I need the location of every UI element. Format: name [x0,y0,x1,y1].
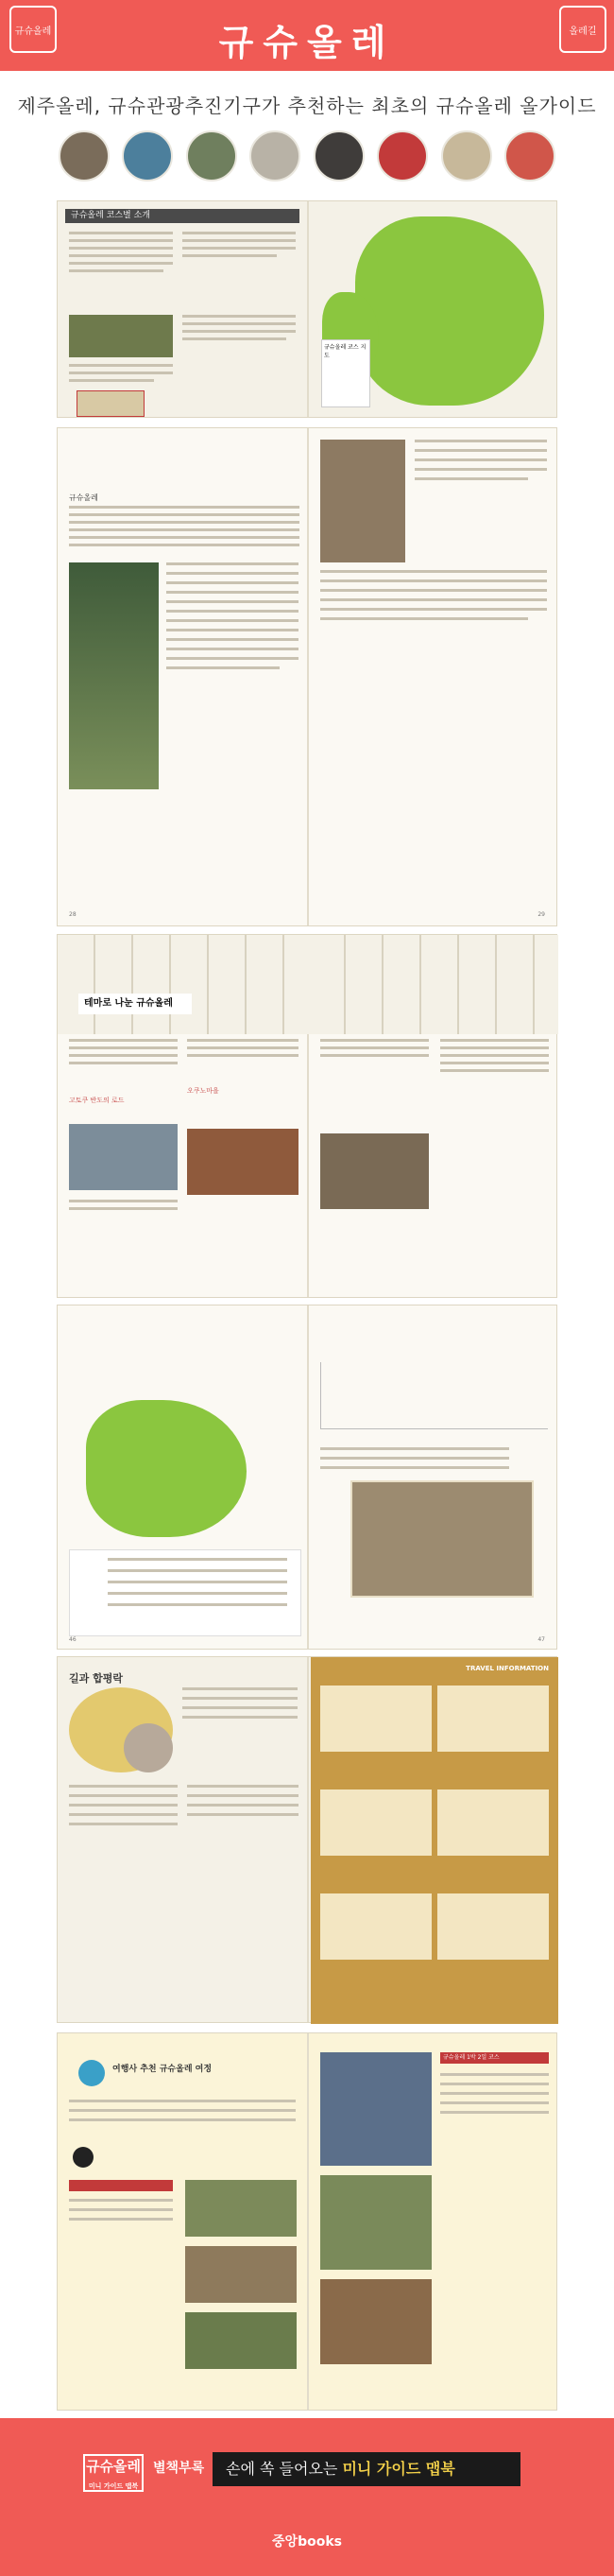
itinerary-title: 여행사 추천 규슈올레 여정 [112,2065,213,2074]
text-line [187,1039,298,1042]
thumbnail-2 [122,130,173,182]
day-label: 규슈올레 1박 2일 코스 [440,2052,549,2064]
text-line [320,617,528,620]
text-line [320,1447,509,1450]
text-line [187,1804,298,1807]
text-line [320,1039,429,1042]
text-line [187,1813,298,1816]
text-line [69,521,299,524]
brand-logo [83,2454,144,2492]
house-photo [187,1129,298,1195]
text-line [182,1706,298,1709]
brand-line1: 규슈올레 [86,2458,141,2475]
text-line [69,528,299,531]
sign-illustration [77,390,145,417]
text-line [69,1823,178,1825]
text-line [69,269,163,272]
appendix-label: 별책부록 [153,2461,205,2476]
itinerary-photo [320,2279,432,2364]
text-line [69,2199,173,2202]
text-line [440,1039,549,1042]
text-line [69,2109,296,2112]
subtitle: 제주올레, 규슈관광추진기구가 추천하는 최초의 규슈올레 올가이드 [17,95,597,117]
text-line [108,1558,287,1561]
spread-6 [57,2032,557,2411]
elevation-chart [320,1362,548,1429]
course-map [86,1400,247,1537]
mini-guide-banner [213,2452,520,2486]
theme-banner: 테마로 나눈 규슈올레 [78,994,192,1014]
text-line [69,513,299,516]
page-number: 47 [537,1636,545,1643]
thumbnail-6 [377,130,428,182]
text-line [69,1200,178,1202]
spread-5 [57,1656,557,2023]
text-line [69,1207,178,1210]
text-line [187,1054,298,1057]
text-line [69,2208,173,2211]
text-line [440,1062,549,1064]
text-line [166,657,298,660]
food-title: 길과 합평락 [69,1672,123,1685]
forest-photo [69,562,159,789]
itinerary-photo [320,2052,432,2166]
itinerary-photo [320,2175,432,2270]
text-line [108,1581,287,1583]
course-info-table [69,1549,301,1636]
text-line [187,1785,298,1788]
page-number: 28 [69,911,77,918]
text-line [69,1039,178,1042]
text-line [69,372,173,374]
text-line [166,600,298,603]
text-line [182,337,286,340]
text-line [166,638,298,641]
text-line [166,619,298,622]
text-line [69,2118,296,2121]
text-line [166,572,298,575]
course-photo [69,315,173,357]
page-title: 규슈올레 [218,22,396,63]
text-line [69,1054,178,1057]
page-number: 29 [537,911,545,918]
text-line [69,536,299,539]
thumbnail-7 [441,130,492,182]
theme-header [58,935,308,1034]
stamp-right: 올레길 [559,6,606,53]
text-line [69,506,299,509]
text-line [440,2092,549,2095]
spread-3 [57,934,557,1298]
text-line [440,1054,549,1057]
thumbnail-row [59,130,555,182]
day-label [69,2180,173,2191]
text-line [69,1046,178,1049]
text-line [415,477,528,480]
text-line [69,232,173,234]
page-fold [307,2033,309,2410]
text-line [440,1069,549,1072]
text-line [166,648,298,650]
text-line [166,610,298,613]
info-card [320,1893,432,1960]
thumbnail-1 [59,130,110,182]
text-line [69,1813,178,1816]
info-card [320,1789,432,1856]
text-line [440,2073,549,2076]
text-line [320,1054,429,1057]
text-line [320,598,547,601]
theme-header-right [308,935,558,1034]
text-line [69,1785,178,1788]
text-line [440,1046,549,1049]
text-line [69,2218,173,2221]
travel-info-label: TRAVEL INFORMATION [466,1665,549,1672]
thumbnail-8 [504,130,555,182]
text-line [415,468,547,471]
plane-icon [73,2147,94,2168]
publisher-logo: 중앙books [272,2534,342,2550]
text-line [166,591,298,594]
coast-photo [69,1124,178,1190]
text-line [182,232,296,234]
text-line [320,1046,429,1049]
text-line [415,458,547,461]
text-line [69,247,173,250]
text-line [320,589,547,592]
header-banner [0,0,614,71]
text-line [166,581,298,584]
room-photo [320,1133,429,1209]
guide-highlight: 미니 가이드 맵북 [342,2460,455,2478]
spread-2 [57,427,557,926]
text-line [69,2100,296,2102]
text-line [182,239,296,242]
info-card [437,1893,549,1960]
text-line [440,2111,549,2114]
text-line [69,254,173,257]
text-line [320,579,547,582]
map-landmass [355,216,544,406]
text-line [69,1794,178,1797]
itinerary-photo [185,2312,297,2369]
text-line [182,1716,298,1719]
text-line [108,1569,287,1572]
guide-text: 손에 쏙 들어오는 [226,2460,343,2478]
page-fold [307,1657,309,2022]
text-line [69,364,173,367]
text-line [182,1687,298,1690]
text-line [182,247,296,250]
info-card [437,1686,549,1752]
thumbnail-4 [249,130,300,182]
text-line [320,1466,509,1469]
text-line [108,1592,287,1595]
text-line [166,666,280,669]
portrait-photo [124,1723,173,1772]
text-line [415,449,547,452]
map-legend: 규슈올레 코스 지도 [321,339,370,407]
text-line [166,629,298,631]
text-line [440,2101,549,2104]
page-fold [307,1305,309,1649]
shrine-photo [320,440,405,562]
travel-info-page [311,1657,558,2024]
info-card [320,1686,432,1752]
text-line [320,608,547,611]
text-line [440,2083,549,2085]
text-line [187,1046,298,1049]
text-line [187,1794,298,1797]
brand-line2: 미니 가이드 맵북 [88,2482,139,2490]
text-line [69,379,154,382]
text-line [182,254,277,257]
text-line [108,1603,287,1606]
thumbnail-5 [314,130,365,182]
text-line [415,440,547,442]
kyushu-map [317,207,552,413]
text-line [182,1697,298,1700]
text-line [166,562,298,565]
text-line [69,239,173,242]
text-line [69,262,173,265]
text-line [320,570,547,573]
text-line [69,1062,178,1064]
text-line [182,322,296,325]
spread-4 [57,1305,557,1650]
page-number: 46 [69,1636,77,1643]
family-photo [350,1480,534,1598]
section-label: 규슈올레 [69,493,98,502]
page-fold [307,201,309,417]
text-line [69,1804,178,1807]
course-heading: 규슈올레 코스별 소개 [65,209,299,223]
text-line [320,1457,509,1460]
stamp-left: 규슈올레 [9,6,57,53]
spread-1 [57,200,557,418]
thumbnail-3 [186,130,237,182]
info-card [437,1789,549,1856]
text-line [69,544,299,546]
walker-icon [78,2060,105,2086]
text-line [182,330,296,333]
text-line [182,315,296,318]
subsection-title: 오쿠노마을 [187,1087,219,1095]
itinerary-photo [185,2180,297,2237]
subsection-title: 고토쿠 반도의 로드 [69,1097,125,1104]
footer-banner [0,2418,614,2576]
page-fold [307,428,309,925]
itinerary-photo [185,2246,297,2303]
